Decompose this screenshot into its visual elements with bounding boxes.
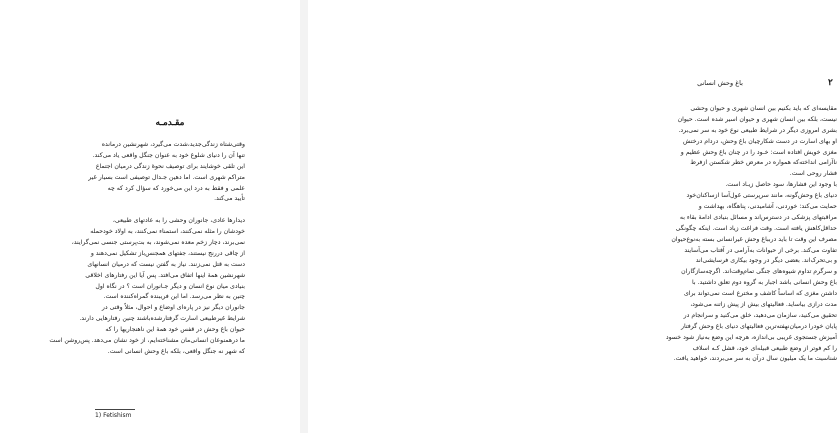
text-line: تفاوت می‌کند. برخی از حیوانات به‌آرامی در آفتاب می‌آسایند	[684, 246, 837, 254]
text-line: فشار روحی است.	[789, 170, 837, 178]
text-line: بنیادی میان نوع انسان و دیگر جـانوران است ؟ در نگاه اول	[95, 282, 245, 290]
running-head: باغ وحش انسانی	[697, 79, 743, 87]
text-line: از چاقی دررنج نیستند، جفتهای همجنس‌باز تشکیل نمی‌دهند و	[90, 249, 245, 257]
text-line: را کم فوتر از وضع طبیعی قبیله‌ای خود، قشل کـه اسلاف	[692, 344, 837, 352]
text-line: مدت درازی بیاساید. فعالیتهای بیش از پیش زاتنه می‌شود،	[690, 301, 837, 309]
text-line: حداقل‌کاهش یافته است. وقت فراغت زیاد است. اینکه چگونگی	[675, 224, 837, 232]
text-line: او بهای اسارت در دست شکارچیان باغ وحش، دردام درختش	[682, 137, 837, 145]
text-line: بشری امروزی دیگر در شرایط طبیعی نوع خود به سر نمی‌برد.	[678, 126, 837, 134]
left-page	[0, 0, 300, 433]
text-line: مراقبتهای پزشکی در دسترس‌اند و مسائل بنیادی ادامهٔ بقاء به	[679, 213, 837, 221]
text-line: داشتن مغزی که اساساً کاشف و مخترع است نمی‌تواند برای	[683, 290, 837, 298]
text-line: تأیید می‌کند.	[214, 195, 245, 203]
right-page	[308, 0, 837, 433]
text-line: دیدارها عادی، جانوران وحشی را به عادتهای طبیعی،	[112, 217, 245, 225]
text-line: خودشان را مثله نمی‌کنند، استمناء نمی‌کنند، به اولاد خودحمله	[90, 228, 245, 236]
page-gutter	[300, 0, 308, 433]
text-line: مقایسه‌ای که باید بکنیم بین انسان شهری و حیوان وحشی	[690, 105, 837, 112]
text-line	[95, 205, 245, 216]
text-line: دنیای باغ وحش‌گونه، مانند سرپرستی غول‌آسا ازساکنان‌خود	[686, 192, 837, 200]
text-line: ناآرامی انداخته‌که همواره در معرض خطر شکستن ازفرط	[690, 159, 837, 167]
text-line: مغزی خویش افتاده است: خـود را در چنان باغ وحش عظیم و	[680, 148, 837, 156]
right-page-body	[665, 104, 837, 365]
text-line: با وجود این فشارها، سود حاصل زیـاد است.	[725, 181, 837, 189]
section-heading: مقـدمـه	[155, 118, 185, 128]
text-line: مصرف این وقت تا باید دربباغ وحش غیرانسانی بسته به‌نوع‌حیوان	[671, 235, 837, 243]
text-line: ما درهمنوعان انسانی‌مان مشناخته‌ایم، از خود نشان می‌دهد. پس‌روشن است	[49, 337, 245, 345]
text-line: و سرگرم تداوم شیوه‌های جنگی تمام‌وقت‌اند. اگرچه‌سازگاران	[681, 268, 837, 276]
text-line: تحقیق می‌کنید، سازمان می‌دهید، خلق می‌کنید و سرانجام در	[683, 311, 837, 319]
text-line: وقتی‌شتاه زندگی‌جدید،شدت می‌گیرد، شهرنشین درمانده	[101, 141, 245, 148]
text-line: و بی‌تحرک‌اند. بعضی دیگر در وجود بیکاری فرسایشی‌اند	[695, 257, 837, 265]
text-line: چنین به نظر می‌رسد. اما این فریبنده گمراه‌کننده است.	[103, 293, 245, 301]
text-line: پایان خودرا درمیان‌نهفته‌ترین فعالیتهای دنیای باغ وحش گرفتار	[681, 322, 837, 330]
text-line: نیست، بلکه بین انسان شهری و حیوان اسیر شده است. حیوان	[677, 115, 837, 123]
text-line: حمایت می‌کند: خوردنی، آشامیدنی، پناهگاه، بهداشت و	[698, 203, 837, 211]
left-page-body	[49, 140, 245, 358]
text-line: آمیزش جستجوی غریبی بی‌اندازه، هرچه این وضع به‌نیاز شود خسود	[665, 333, 837, 341]
text-line: باغ وحش انسانی باشد اجبار به گروه دوم تعلق داشتید. با	[691, 279, 837, 287]
text-line: که شهر نه جنگل واقعی، بلکه باغ وحش انسانی است.	[107, 347, 245, 355]
text-line: جانوران دیگر نیز در پاره‌ای اوضاع و احوال، مثلاً وقتی در	[101, 304, 245, 312]
page-number: ۲	[828, 78, 833, 88]
text-line: شناسیت ما یک میلیون سال درآن به سر می‌بردند، خواهید یافت.	[673, 355, 837, 363]
text-line: حیوان باغ وحش در قفس خود همهٔ این ناهنجاریها را که	[105, 326, 245, 334]
footnote: 1) Fetishism	[95, 412, 132, 419]
text-line: شرایط غیرطبیعی اسارت گرفتارشده‌باشند چنین رفتارهایی دارند.	[79, 315, 245, 323]
text-line: علمی و فقط به درد این می‌خورد که سؤال کرد که چه	[107, 184, 245, 192]
text-line: دست به قتل نمی‌زنند. نیاز به گفتن نیست که درمیان انسانهای	[87, 260, 245, 268]
text-line: شهرنشین همهٔ اینها اتفاق می‌افتد. پس آیا این رفتارهای اخلاقی	[85, 271, 245, 279]
text-line: نمی‌برند، دچار زخم معده نمی‌شوند، به بت‌پرستی جنسی نمی‌گرایند،	[71, 239, 245, 247]
text-line: متراکم شهری است. اما دهین جـدال توصیفی است بسیار غیر	[88, 173, 245, 181]
text-line: تنها ‌آن را دنیای شلوغ خود به عنوان جنگل واقعی یاد می‌کند.	[92, 151, 245, 159]
footnote-rule	[95, 409, 135, 410]
text-line: این تلقی خوشایند برای توصیف نحوهٔ زندگی درمیان اجتماع	[95, 162, 245, 170]
